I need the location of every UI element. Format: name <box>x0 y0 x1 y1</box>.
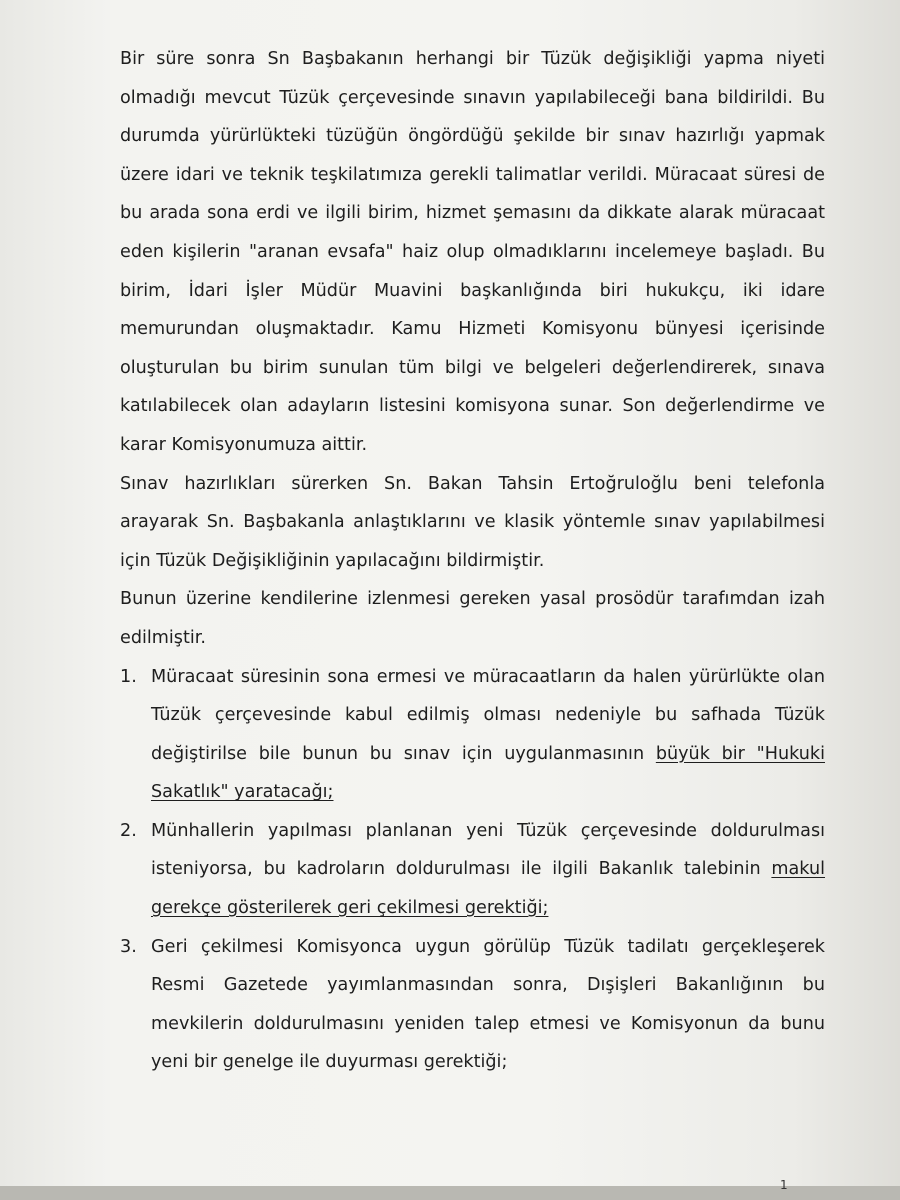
numbered-list <box>120 658 825 1083</box>
page-number: 1 <box>780 1178 788 1192</box>
paragraph: Bir süre sonra Sn Başbakanın herhangi bir Tüzük değişikliği yapma niyeti olmadığı mevcut Tüzük çerçevesinde sınavın yapılabileceği bana bildirildi. Bu durumda yürürlükteki tüzüğün öngördüğü şekilde bir sınav hazırlığı yapmak üzere idari ve teknik teşkilatımıza gerekli talimatlar verildi. Müracaat süresi de bu arada sona erdi ve ilgili birim, hizmet şemasını da dikkate alarak müracaat eden kişilerin "aranan evsafa" haiz olup olmadıklarını incelemeye başladı. Bu birim, İdari İşler Müdür Muavini başkanlığında biri hukukçu, iki idare memurundan oluşmaktadır. Kamu Hizmeti Komisyonu bünyesi içerisinde oluşturulan bu birim sunulan tüm bilgi ve belgeleri değerlendirerek, sınava katılabilecek olan adayların listesini komisyona sunar. Son değerlendirme ve karar Komisyonumuza aittir. <box>120 49 825 455</box>
underlined-phrase: makul gerekçe gösterilerek geri çekilmesi gerektiği; <box>151 859 825 919</box>
list-item <box>120 928 825 1082</box>
list-item-text: Müracaat süresinin sona ermesi ve müracaatların da halen yürürlükte olan Tüzük çerçevesinde kabul edilmiş olması nedeniyle bu safhada Tüzük değiştirilse bile bunun bu sınav için uygulanmasının <box>151 666 825 764</box>
paragraph: Bunun üzerine kendilerine izlenmesi gereken yasal prosödür tarafımdan izah edilmiştir. <box>120 589 825 648</box>
page-bottom-edge <box>0 1186 900 1200</box>
document-body <box>120 40 825 1082</box>
underlined-phrase: büyük bir "Hukuki Sakatlık" yaratacağı; <box>151 743 825 803</box>
paragraph: Sınav hazırlıkları sürerken Sn. Bakan Tahsin Ertoğruloğlu beni telefonla arayarak Sn. Başbakanla anlaştıklarını ve klasik yöntemle sınav yapılabilmesi için Tüzük Değişikliğinin yapılacağını bildirmiştir. <box>120 473 825 571</box>
list-item-text: Münhallerin yapılması planlanan yeni Tüzük çerçevesinde doldurulması isteniyorsa, bu kadroların doldurulması ile ilgili Bakanlık talebinin <box>151 820 825 880</box>
list-number: 3. <box>120 936 137 957</box>
list-item <box>120 812 825 928</box>
list-number: 1. <box>120 666 137 687</box>
list-number: 2. <box>120 820 137 841</box>
list-item-text: Geri çekilmesi Komisyonca uygun görülüp Tüzük tadilatı gerçekleşerek Resmi Gazetede yayımlanmasından sonra, Dışişleri Bakanlığının bu mevkilerin doldurulmasını yeniden talep etmesi ve Komisyonun da bunu yeni bir genelge ile duyurması gerektiği; <box>151 936 825 1073</box>
list-item <box>120 658 825 812</box>
